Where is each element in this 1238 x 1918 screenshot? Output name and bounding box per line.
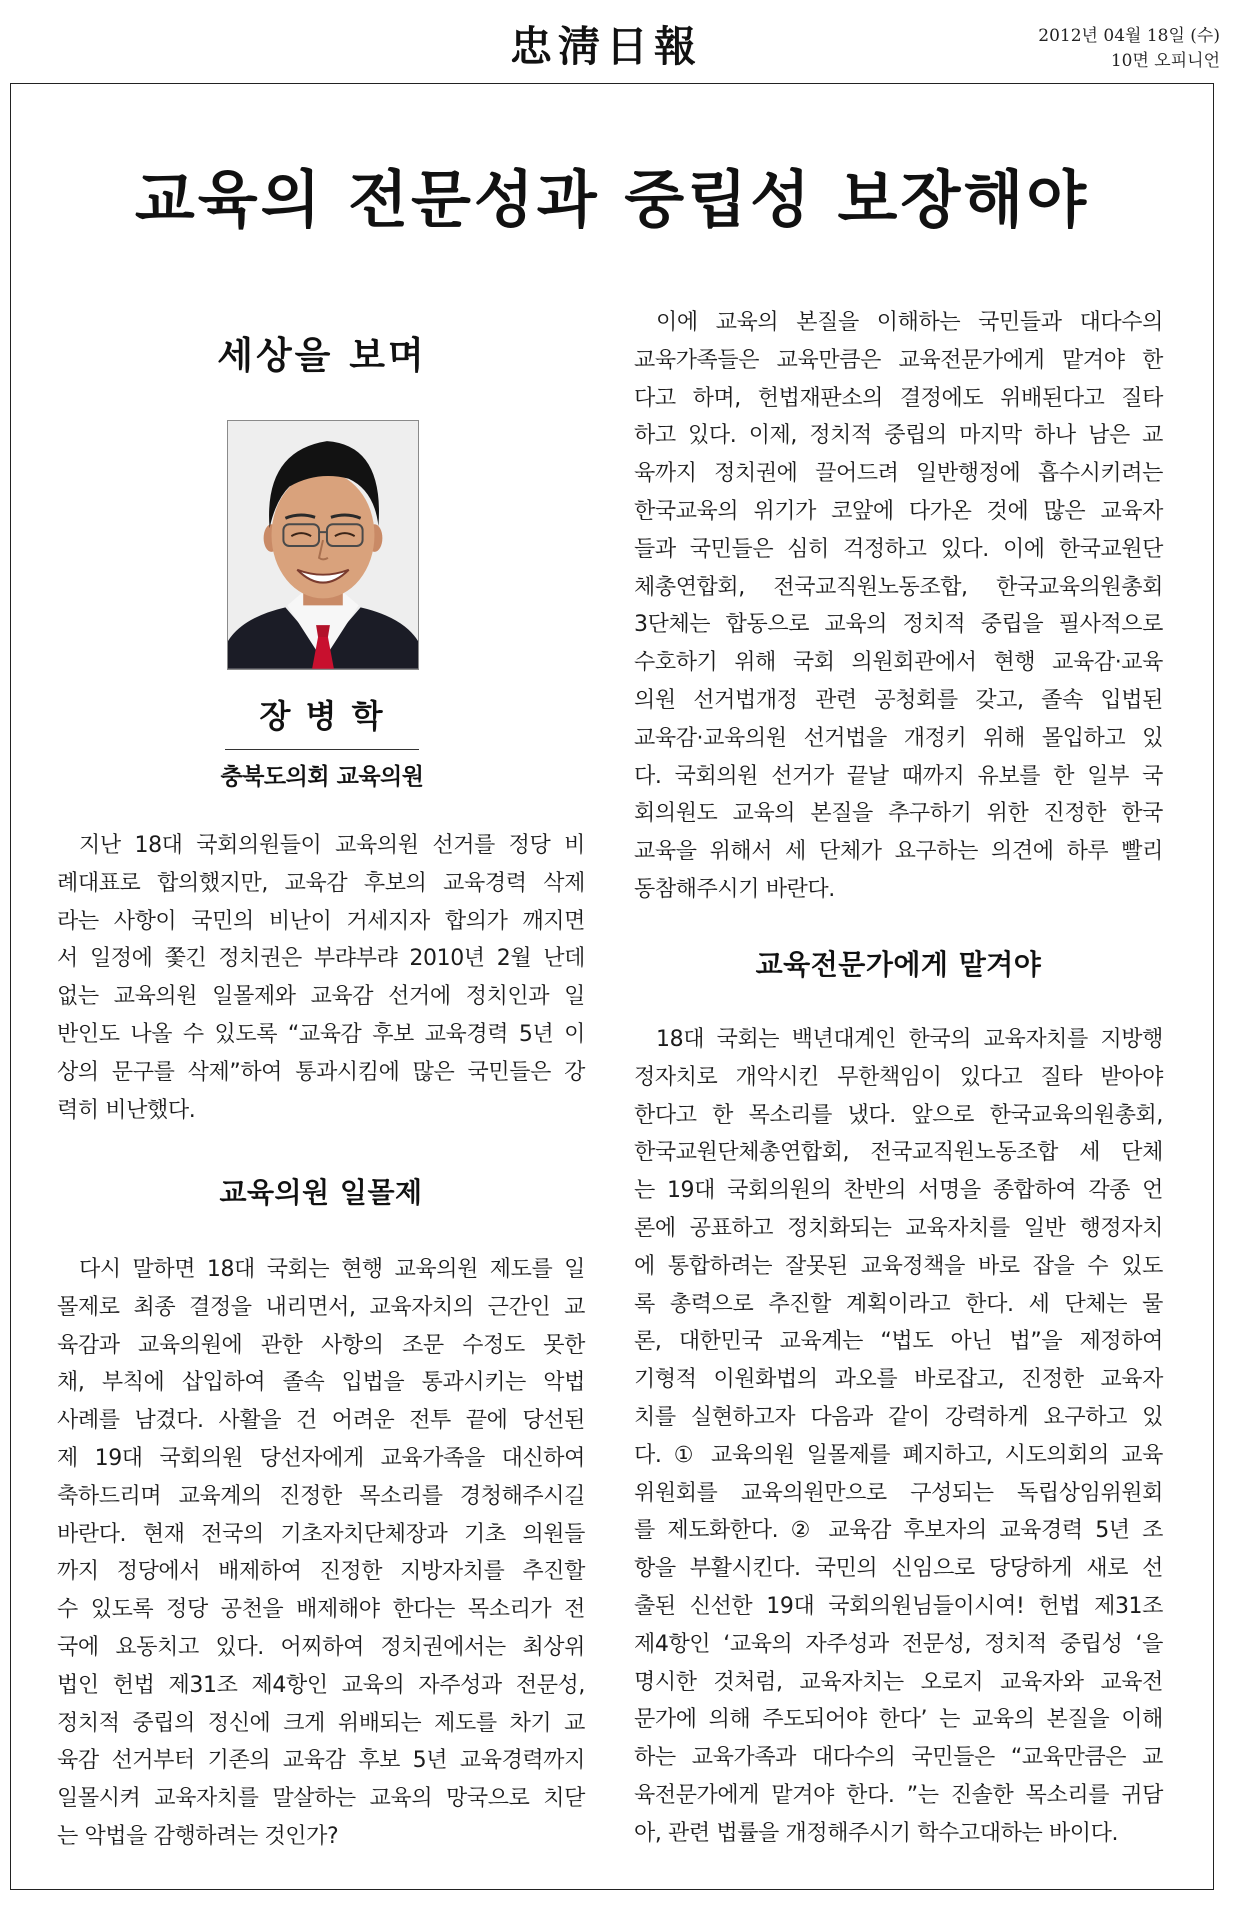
text-line: 교육을 위해서 세 단체가 요구하는 의견에 하루 빨리 <box>634 839 1163 865</box>
text-line: 정자치로 개악시킨 무한책임이 있다고 질타 받아야 <box>634 1064 1163 1090</box>
text-line: 교육감·교육의원 선거법을 개정키 위해 몰입하고 있 <box>634 725 1163 751</box>
text-line: 출된 신선한 19대 국회의원님들이시여! 헌법 제31조 <box>634 1593 1163 1619</box>
text-line: 동참해주시기 바란다. <box>634 876 835 902</box>
text-line: 18대 국회는 백년대계인 한국의 교육자치를 지방행 <box>656 1027 1163 1052</box>
author-name: 장 병 학 <box>259 697 385 735</box>
text-line: 반인도 나올 수 있도록 “교육감 후보 교육경력 5년 이 <box>57 1021 585 1047</box>
text-line: 한다고 한 목소리를 냈다. 앞으로 한국교육의원총회, <box>634 1102 1163 1128</box>
text-line: 는 19대 국회의원의 찬반의 서명을 종합하여 각종 언 <box>634 1178 1163 1204</box>
author-portrait-illustration <box>228 421 418 669</box>
text-line: 지난 18대 국회의원들이 교육의원 선거를 정당 비 <box>79 833 585 858</box>
text-line: 육감 선거부터 기존의 교육감 후보 5년 교육경력까지 <box>57 1748 585 1774</box>
text-line: 례대표로 합의했지만, 교육감 후보의 교육경력 삭제 <box>57 870 585 896</box>
text-line: 바란다. 현재 전국의 기초자치단체장과 기초 의원들 <box>57 1521 585 1547</box>
text-line: 사례를 남겼다. 사활을 건 어려운 전투 끝에 당선된 <box>57 1408 585 1434</box>
text-line: 한국교육의 위기가 코앞에 다가온 것에 많은 교육자 <box>634 498 1163 524</box>
text-line: 론에 공표하고 정치화되는 교육자치를 일반 행정자치 <box>634 1215 1163 1241</box>
text-line: 하는 교육가족과 대다수의 국민들은 “교육만큼은 교 <box>634 1745 1163 1771</box>
text-line: 항을 부활시킨다. 국민의 신임으로 당당하게 새로 선 <box>634 1556 1163 1582</box>
text-line: 정치적 중립의 정신에 크게 위배되는 제도를 차기 교 <box>57 1710 585 1736</box>
text-line: 다시 말하면 18대 국회는 현행 교육의원 제도를 일 <box>79 1257 585 1282</box>
text-line: 제 19대 국회의원 당선자에게 교육가족을 대신하여 <box>57 1445 585 1471</box>
text-line: 제4항인 ‘교육의 자주성과 전문성, 정치적 중립성 ‘을 <box>634 1631 1163 1657</box>
headline: 교육의 전문성과 중립성 보장해야 <box>134 163 1090 236</box>
text-line: 에 통합하려는 잘못된 교육정책을 바로 잡을 수 있도 <box>634 1253 1163 1279</box>
text-line: 이에 교육의 본질을 이해하는 국민들과 대다수의 <box>656 310 1163 335</box>
text-line: 문가에 의해 주도되어야 한다’ 는 교육의 본질을 이해 <box>634 1707 1163 1733</box>
text-line: 없는 교육의원 일몰제와 교육감 선거에 정치인과 일 <box>57 984 585 1010</box>
text-line: 채, 부칙에 삽입하여 졸속 입법을 통과시키는 악법 <box>57 1370 585 1396</box>
paragraph-1 <box>57 827 585 1129</box>
text-line: 교육가족들은 교육만큼은 교육전문가에게 맡겨야 한 <box>634 347 1163 373</box>
text-line: 기형적 이원화법의 과오를 바로잡고, 진정한 교육자 <box>634 1367 1163 1393</box>
text-line: 들과 국민들은 심히 걱정하고 있다. 이에 한국교원단 <box>634 536 1163 562</box>
text-line: 육전문가에게 맡겨야 한다. ”는 진솔한 목소리를 귀담 <box>634 1782 1163 1808</box>
text-line: 수호하기 위해 국회 의원회관에서 현행 교육감·교육 <box>634 650 1163 676</box>
author-affiliation: 충북도의회 교육의원 <box>220 764 424 790</box>
text-line: 육감과 교육의원에 관한 사항의 조문 수정도 못한 <box>57 1332 585 1358</box>
text-line: 서 일정에 쫓긴 정치권은 부랴부랴 2010년 2월 난데 <box>57 946 585 972</box>
text-line: 법인 헌법 제31조 제4항인 교육의 자주성과 전문성, <box>57 1672 585 1698</box>
text-line: 를 제도화한다. ② 교육감 후보자의 교육경력 5년 조 <box>634 1518 1163 1544</box>
author-photo <box>227 420 419 670</box>
text-line: 상의 문구를 삭제”하여 통과시킴에 많은 국민들은 강 <box>57 1059 585 1085</box>
text-line: 까지 정당에서 배제하여 진정한 지방자치를 추진할 <box>57 1559 585 1585</box>
subheading-2: 교육전문가에게 맡겨야 <box>755 948 1042 981</box>
paragraph-2 <box>57 1251 585 1856</box>
text-line: 하고 있다. 이제, 정치적 중립의 마지막 하나 남은 교 <box>634 423 1163 449</box>
text-line: 론, 대한민국 교육계는 “법도 아닌 법”을 제정하여 <box>634 1329 1163 1355</box>
text-line: 아, 관련 법률을 개정해주시기 학수고대하는 바이다. <box>634 1820 1119 1846</box>
text-line: 는 악법을 감행하려는 것인가? <box>57 1823 339 1849</box>
text-line: 체총연합회, 전국교직원노동조합, 한국교육의원총회 <box>634 574 1163 600</box>
text-line: 록 총력으로 추진할 계획이라고 한다. 세 단체는 물 <box>634 1291 1163 1317</box>
author-divider <box>225 749 419 750</box>
text-line: 수 있도록 정당 공천을 배제해야 한다는 목소리가 전 <box>57 1597 585 1623</box>
text-line: 명시한 것처럼, 교육자치는 오로지 교육자와 교육전 <box>634 1669 1163 1695</box>
issue-date: 2012년 04월 18일 (수) <box>1038 26 1220 46</box>
newspaper-logo: 忠淸日報 <box>509 22 702 71</box>
text-line: 육까지 정치권에 끌어드려 일반행정에 흡수시키려는 <box>634 461 1163 487</box>
text-line: 다. ① 교육의원 일몰제를 폐지하고, 시도의회의 교육 <box>634 1442 1163 1468</box>
subheading-1: 교육의원 일몰제 <box>219 1176 423 1209</box>
text-line: 축하드리며 교육계의 진정한 목소리를 경청해주시길 <box>57 1483 585 1509</box>
text-line: 위원회를 교육의원만으로 구성되는 독립상임위원회 <box>634 1480 1163 1506</box>
text-line: 의원 선거법개정 관련 공청회를 갖고, 졸속 입법된 <box>634 687 1163 713</box>
text-line: 회의원도 교육의 본질을 추구하기 위한 진정한 한국 <box>634 801 1163 827</box>
text-line: 국에 요동치고 있다. 어찌하여 정치권에서는 최상위 <box>57 1634 585 1660</box>
paragraph-4 <box>634 1021 1163 1853</box>
text-line: 치를 실현하고자 다음과 같이 강력하게 요구하고 있 <box>634 1404 1163 1430</box>
text-line: 3단체는 합동으로 교육의 정치적 중립을 필사적으로 <box>634 612 1163 638</box>
page-section: 10면 오피니언 <box>1110 51 1220 71</box>
column-name: 세상을 보며 <box>217 334 427 377</box>
dateline <box>1038 24 1220 74</box>
text-line: 라는 사항이 국민의 비난이 거세지자 합의가 깨지면 <box>57 908 585 934</box>
text-line: 다고 하며, 헌법재판소의 결정에도 위배된다고 질타 <box>634 385 1163 411</box>
text-line: 한국교원단체총연합회, 전국교직원노동조합 세 단체 <box>634 1140 1163 1166</box>
text-line: 력히 비난했다. <box>57 1097 196 1123</box>
text-line: 몰제로 최종 결정을 내리면서, 교육자치의 근간인 교 <box>57 1294 585 1320</box>
text-line: 다. 국회의원 선거가 끝날 때까지 유보를 한 일부 국 <box>634 763 1163 789</box>
text-line: 일몰시켜 교육자치를 말살하는 교육의 망국으로 치닫 <box>57 1786 585 1812</box>
paragraph-3 <box>634 304 1163 909</box>
